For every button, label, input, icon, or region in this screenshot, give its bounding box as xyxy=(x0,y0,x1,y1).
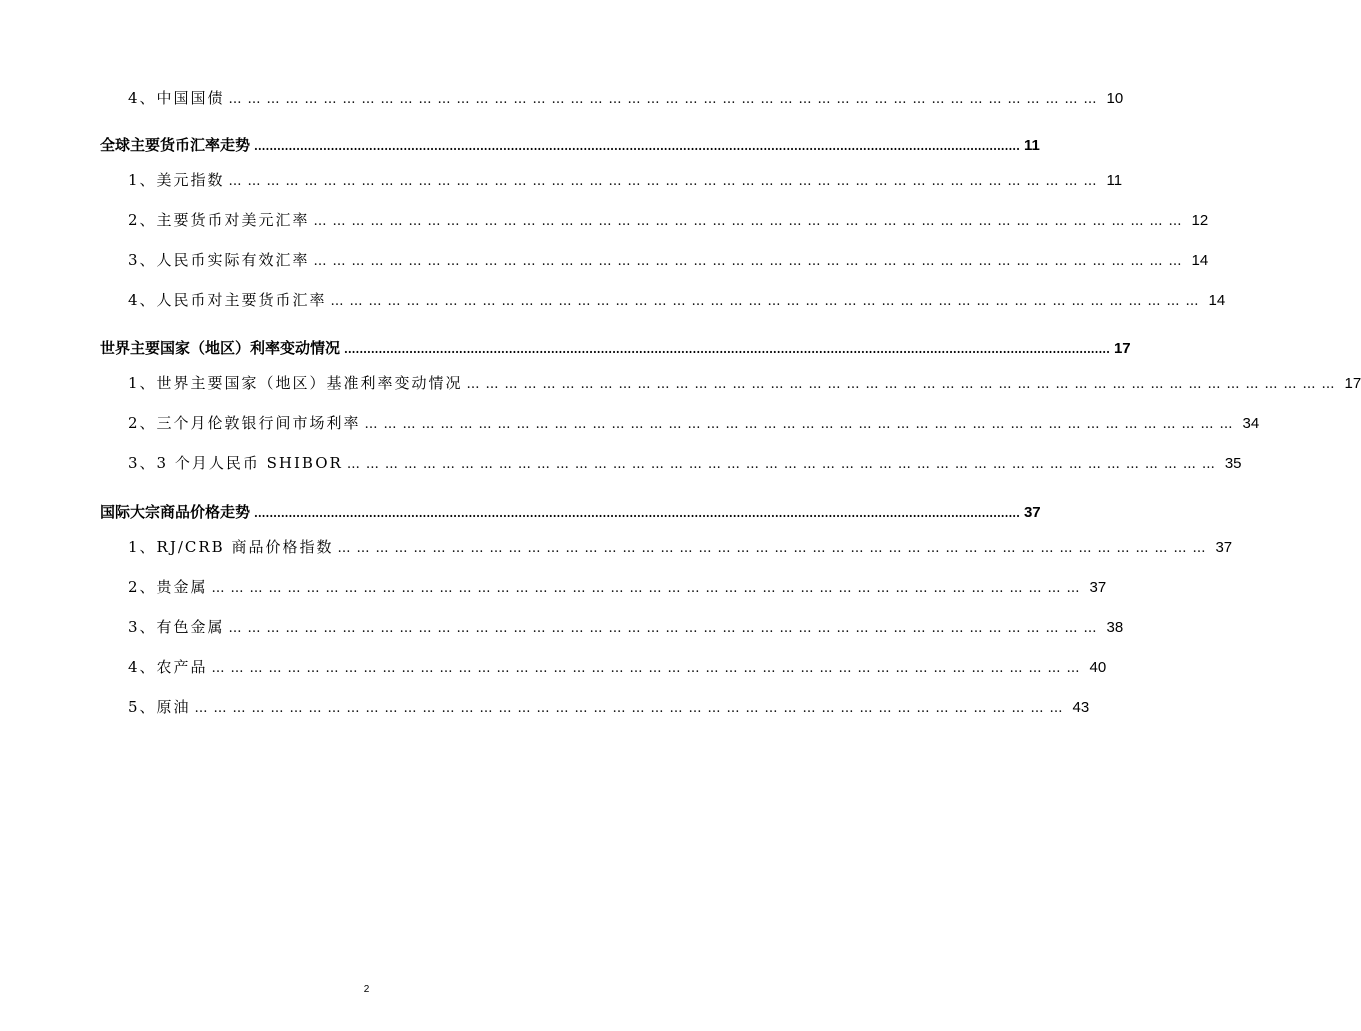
toc-entry-page: 34 xyxy=(1242,415,1260,432)
toc-entry-page: 37 xyxy=(1089,579,1107,596)
dot-leader: ………………………………………………………………………………………………………………………… xyxy=(313,254,1188,269)
toc-entry-title: 2、三个月伦敦银行间市场利率 xyxy=(128,414,361,432)
toc-section-title: 全球主要货币汇率走势 xyxy=(100,136,251,154)
toc-entry[interactable] xyxy=(128,695,1090,719)
toc-section[interactable] xyxy=(100,336,1131,360)
toc-section-page: 17 xyxy=(1113,340,1131,357)
toc-entry[interactable] xyxy=(128,615,1124,639)
dot-leader: ………………………………………………………………………………………………………………………… xyxy=(228,621,1103,636)
page-number-footer: 2 xyxy=(363,984,370,995)
dot-leader: ………………………………………………………………………………………………………………………… xyxy=(330,294,1205,309)
dot-leader: ………………………………………………………………………………………………………………………… xyxy=(228,92,1103,107)
toc-entry-page: 11 xyxy=(1106,172,1123,189)
toc-entry-title: 2、主要货币对美元汇率 xyxy=(128,211,310,229)
toc-section-page: 11 xyxy=(1023,137,1040,154)
toc-entry-title: 1、美元指数 xyxy=(128,171,225,189)
toc-entry-page: 17 xyxy=(1344,375,1361,392)
toc-entry[interactable] xyxy=(128,535,1233,559)
toc-entry-page: 14 xyxy=(1208,292,1226,309)
toc-entry[interactable] xyxy=(128,208,1209,232)
toc-entry[interactable] xyxy=(128,248,1209,272)
toc-entry-title: 4、人民币对主要货币汇率 xyxy=(128,291,327,309)
dot-leader: ………………………………………………………………………………………………………………………… xyxy=(194,701,1069,716)
toc-entry-title: 4、中国国债 xyxy=(128,89,225,107)
toc-entry-title: 4、农产品 xyxy=(128,658,208,676)
toc-entry-page: 38 xyxy=(1106,619,1124,636)
toc-entry-title: 2、贵金属 xyxy=(128,578,208,596)
toc-entry-page: 43 xyxy=(1072,699,1090,716)
toc-entry-title: 1、RJ/CRB 商品价格指数 xyxy=(128,538,334,556)
dot-leader: ………………………………………………………………………………………………………………………… xyxy=(211,581,1086,596)
toc-entry-page: 12 xyxy=(1191,212,1209,229)
toc-entry-title: 3、3 个月人民币 SHIBOR xyxy=(128,454,343,472)
dot-leader: ………………………………………………………………………………………………………………………… xyxy=(211,661,1086,676)
toc-entry-page: 14 xyxy=(1191,252,1209,269)
toc-entry[interactable] xyxy=(128,575,1107,599)
toc-entry[interactable] xyxy=(128,288,1226,312)
dot-leader: ………………………………………………………………………………………………………………………… xyxy=(346,457,1221,472)
toc-section-title: 世界主要国家（地区）利率变动情况 xyxy=(100,339,341,357)
dot-leader: ........................................................................................................................................................................................................ xyxy=(254,507,1020,520)
toc-entry[interactable] xyxy=(128,86,1124,110)
toc-entry-title: 3、有色金属 xyxy=(128,618,225,636)
dot-leader: ………………………………………………………………………………………………………………………… xyxy=(466,377,1341,392)
dot-leader: ………………………………………………………………………………………………………………………… xyxy=(228,174,1103,189)
toc-section-page: 37 xyxy=(1023,504,1041,521)
toc-entry-page: 10 xyxy=(1106,90,1124,107)
dot-leader: ………………………………………………………………………………………………………………………… xyxy=(337,541,1212,556)
dot-leader: ........................................................................................................................................................................................................ xyxy=(344,343,1110,356)
toc-entry[interactable] xyxy=(128,655,1107,679)
toc-entry[interactable] xyxy=(128,168,1123,192)
dot-leader: ………………………………………………………………………………………………………………………… xyxy=(313,214,1188,229)
toc-entry-page: 35 xyxy=(1224,455,1242,472)
toc-entry-page: 40 xyxy=(1089,659,1107,676)
toc-entry[interactable] xyxy=(128,411,1260,435)
dot-leader: ........................................................................................................................................................................................................ xyxy=(254,140,1020,153)
toc-entry[interactable] xyxy=(128,451,1242,475)
toc-section-title: 国际大宗商品价格走势 xyxy=(100,503,251,521)
toc-entry-title: 1、世界主要国家（地区）基准利率变动情况 xyxy=(128,374,463,392)
toc-section[interactable] xyxy=(100,133,1040,157)
toc-entry-page: 37 xyxy=(1215,539,1233,556)
toc-entry[interactable] xyxy=(128,371,1361,395)
toc-entry-title: 5、原油 xyxy=(128,698,191,716)
dot-leader: ………………………………………………………………………………………………………………………… xyxy=(364,417,1239,432)
toc-section[interactable] xyxy=(100,500,1041,524)
toc-entry-title: 3、人民币实际有效汇率 xyxy=(128,251,310,269)
